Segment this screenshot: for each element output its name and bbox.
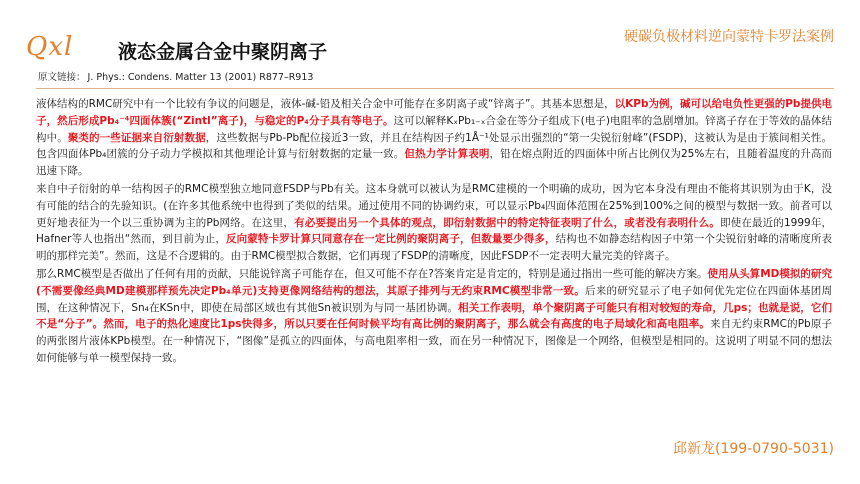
paragraph-3 (36, 266, 832, 367)
highlighted-text: 相关工作表明，单个聚阴离子可能只有相对较短的寿命，几ps；也就是说，它们不是“分子”。然而，电子的热化速度比1ps快得多，所以只要在任何时候平均有高比例的聚阴离子，那么就会有高度的电子局域化和高电阻率。 (36, 301, 832, 331)
body-text: ，这些数据与Pb-Pb配位接近3一致，并且在结构因子约1Å⁻¹处显示出强烈的“第一尖锐衍射峰”(FSDP)，这被认为是由于簇间相关性。包含四面体Pb₄团簇的分子动力学模拟和其他理论计算与衍射数据的定量一致。 (36, 131, 833, 161)
body-text: 即使在最近的1999年，Hafner等人也指出“然而，到目前为止， (36, 216, 832, 246)
highlighted-text: 但热力学计算表明 (404, 148, 490, 161)
source-link[interactable]: J. Phys.: Condens. Matter 13 (2001) R877–R913 (87, 72, 314, 83)
highlighted-text: 有必要提出另一个具体的观点，即衍射数据中的特定特征表明了什么，或者没有表明什么。 (294, 216, 721, 229)
article-body (36, 96, 832, 368)
highlighted-text: 使用从头算MD模拟的研究(不需要像经典MD建模那样预先决定Pb₄单元)支持更像网络结构的想法，其原子排列与无约束RMC模型非常一致。 (36, 267, 832, 297)
body-text: 来自无约束RMC的Pb原子的两张图片液体KPb模型。在一种情况下，“图像”是孤立的四面体，与高电阻率相一致，而在另一种情况下，图像是一个网络，但模型是相同的。这说明了明显不同的想法如何能够与单一模型保持一致。 (36, 318, 833, 364)
page-title: 液态金属合金中聚阴离子 (118, 41, 328, 63)
qxl-logo: Qxl (26, 32, 74, 62)
body-text: 液体结构的RMC研究中有一个比较有争议的问题是，液体-碱-铅及相关合金中可能存在多阴离子或“锌离子”。其基本思想是， (36, 98, 615, 110)
paragraph-2 (36, 181, 832, 265)
source-label: 原文链接： (38, 72, 86, 83)
source-line (36, 69, 313, 83)
contact-info: 邱新龙(199-0790-5031) (672, 441, 834, 457)
body-text: ，铅在熔点附近的四面体中所占比例仅为25%左右，且随着温度的升高而迅速下降。 (36, 148, 832, 178)
highlighted-text: 聚类的一些证据来自衍射数据 (67, 131, 206, 144)
brand-heading: 硬碳负极材料逆向蒙特卡罗法案例 (624, 29, 834, 45)
body-text: 来自中子衍射的单一结构因子的RMC模型独立地同意FSDP与Pb有关。这本身就可以被认为是RMC建模的一个明确的成功，因为它本身没有理由不能将其识别为由于K，没有可能的结合的先验知识。(在许多其他系统中也得到了类似的结果。通过使用不同的协调约束，可以显示Pb₄四面体范围在25%到100%之间的模型与数据一致。前者可以更好地表征为一个以三重协调为主的Pb网络。在这里， (36, 182, 832, 229)
body-text: 后来的研究显示了电子如何优先定位在四面体基团周围，在这种情况下，Sn₄在KSn中，即使在局部区域也有其他Sn被识别为与同一基团协调。 (36, 284, 833, 314)
body-text: 结构也不如静态结构因子中第一个尖锐衍射峰的清晰度所表明的那样完美”。然而，这是不合逻辑的。由于RMC模型拟合数据，它们再现了FSDP的清晰度，因此FSDP不一定表明大量完美的锌离子。 (36, 233, 833, 263)
body-text: 这可以解释KₓPb₁₋ₓ合金在等分子组成下(电子)电阻率的急剧增加。锌离子存在于等效的晶体结构中。 (36, 114, 832, 144)
highlighted-text: 反向蒙特卡罗计算只同意存在一定比例的聚阴离子，但数量要少得多， (226, 233, 556, 246)
highlighted-text: 以KPb为例，碱可以给电负性更强的Pb提供电子，然后形成Pb₄⁻⁴四面体簇(“Zintl”离子)，与稳定的P₄分子具有等电子。 (36, 98, 832, 127)
body-text: 那么RMC模型是否做出了任何有用的贡献，只能说锌离子可能存在，但又可能不存在?答案肯定是肯定的，特别是通过指出一些可能的解决方案。 (36, 267, 708, 280)
paragraph-1 (36, 96, 832, 180)
header-divider (36, 88, 834, 89)
